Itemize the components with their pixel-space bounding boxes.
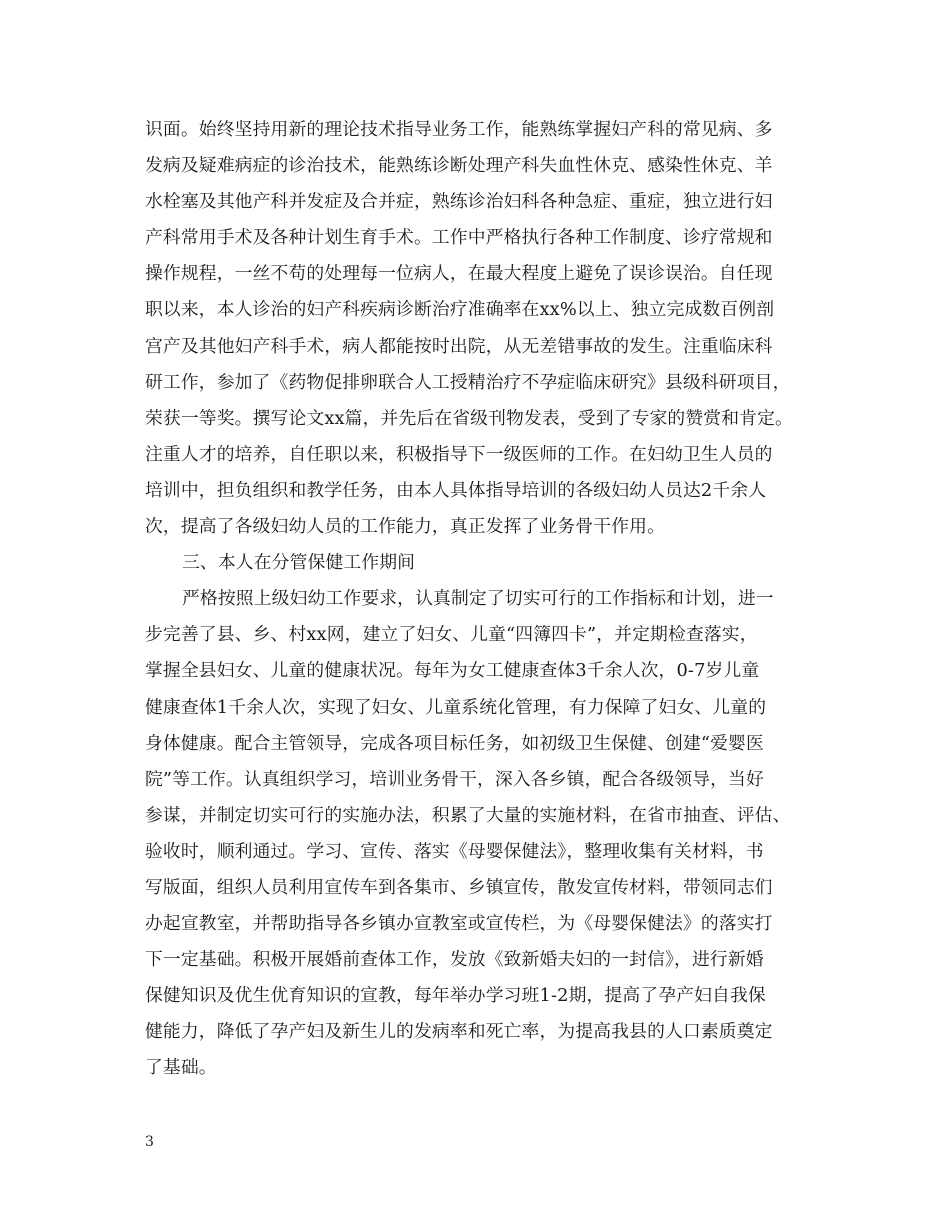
body-text [145, 112, 845, 1087]
text-line: 写版面，组织人员利用宣传车到各集市、乡镇宣传，散发宣传材料，带领同志们 [145, 876, 773, 898]
text-line: 院”等工作。认真组织学习，培训业务骨干，深入各乡镇，配合各级领导，当好 [145, 768, 764, 790]
text-line: 水栓塞及其他产科并发症及合并症，熟练诊治妇科各种急症、重症，独立进行妇 [145, 191, 773, 213]
page-number: 3 [145, 1134, 154, 1150]
text-line: 身体健康。配合主管领导，完成各项目标任务，如初级卫生保健、创建“爱婴医 [145, 732, 764, 754]
text-line: 验收时，顺利通过。学习、宣传、落实《母婴保健法》，整理收集有关材料，书 [145, 840, 764, 862]
text-line: 办起宣教室，并帮助指导各乡镇办宣教室或宣传栏，为《母婴保健法》的落实打 [145, 913, 773, 935]
text-line: 保健知识及优生优育知识的宣教，每年举办学习班1-2期，提高了孕产妇自我保 [145, 985, 766, 1007]
text-line: 操作规程，一丝不苟的处理每一位病人，在最大程度上避免了误诊误治。自任现 [145, 263, 773, 285]
text-line: 职以来，本人诊治的妇产科疾病诊断治疗准确率在xx%以上、独立完成数百例剖 [145, 299, 775, 321]
text-line: 健康查体1千余人次，实现了妇女、儿童系统化管理，有力保障了妇女、儿童的 [145, 696, 767, 718]
text-line: 荣获一等奖。撰写论文xx篇，并先后在省级刊物发表，受到了专家的赞赏和肯定。 [145, 407, 793, 429]
section-heading: 三、本人在分管保健工作期间 [182, 552, 416, 574]
text-line: 参谋，并制定切实可行的实施办法，积累了大量的实施材料，在省市抽查、评估、 [145, 804, 791, 826]
text-line: 宫产及其他妇产科手术，病人都能按时出院，从无差错事故的发生。注重临床科 [145, 335, 773, 357]
text-line: 注重人才的培养，自任职以来，积极指导下一级医师的工作。在妇幼卫生人员的 [145, 443, 773, 465]
text-line: 培训中，担负组织和教学任务，由本人具体指导培训的各级妇幼人员达2千余人 [145, 479, 767, 501]
text-line: 识面。始终坚持用新的理论技术指导业务工作，能熟练掌握妇产科的常见病、多 [145, 119, 773, 140]
text-line: 研工作，参加了《药物促排卵联合人工授精治疗不孕症临床研究》县级科研项目， [145, 371, 791, 393]
text-line: 步完善了县、乡、村xx网，建立了妇女、儿童“四簿四卡”，并定期检查落实， [145, 624, 758, 646]
text-line: 发病及疑难病症的诊治技术，能熟练诊断处理产科失血性休克、感染性休克、羊 [145, 155, 773, 177]
text-line: 产科常用手术及各种计划生育手术。工作中严格执行各种工作制度、诊疗常规和 [145, 227, 773, 249]
text-line: 健能力，降低了孕产妇及新生儿的发病率和死亡率，为提高我县的人口素质奠定 [145, 1021, 773, 1043]
text-line: 了基础。 [145, 1057, 217, 1079]
text-line: 掌握全县妇女、儿童的健康状况。每年为女工健康查体3千余人次，0-7岁儿童 [145, 660, 760, 682]
paragraph-first-line: 严格按照上级妇幼工作要求，认真制定了切实可行的工作指标和计划，进一 [182, 588, 774, 610]
text-line: 次，提高了各级妇幼人员的工作能力，真正发挥了业务骨干作用。 [145, 516, 666, 538]
text-line: 下一定基础。积极开展婚前查体工作，发放《致新婚夫妇的一封信》，进行新婚 [145, 949, 764, 971]
